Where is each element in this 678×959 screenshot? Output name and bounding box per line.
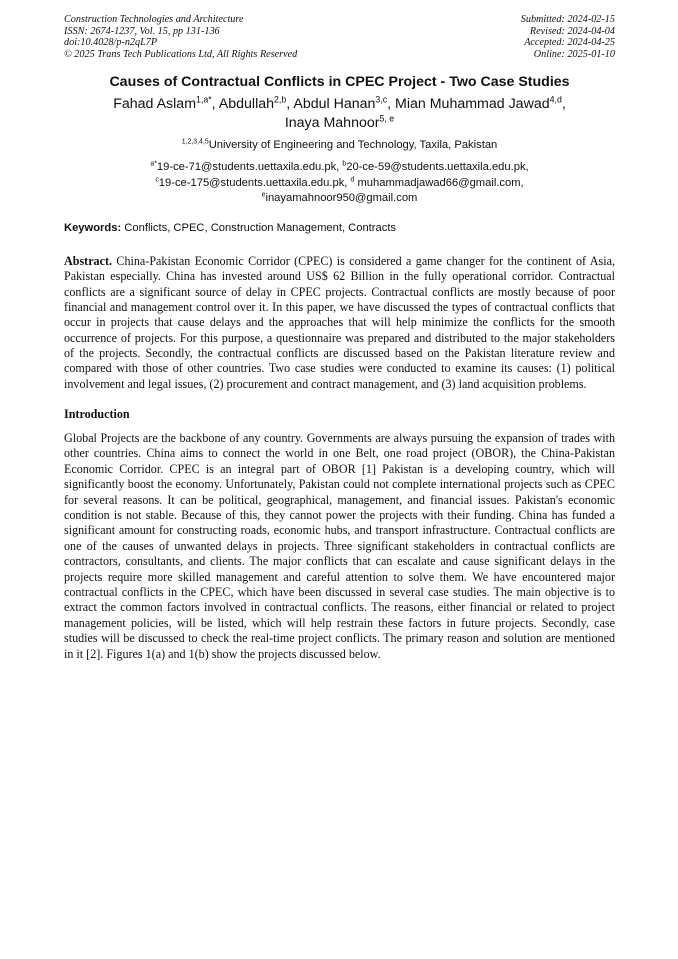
author-list (64, 95, 615, 133)
introduction-text: Global Projects are the backbone of any country. Governments are always pursuing the expansion of trades with other countries. China aims to connect the world in one Belt, one road project (OBOR), the China-Pakistan Economic Corridor. CPEC is an integral part of OBOR [1] (64, 430, 615, 476)
abstract-label: Abstract. (64, 253, 113, 268)
email-address: 20-ce-59@students.uettaxila.edu.pk, (346, 161, 529, 174)
journal-name: Construction Technologies and Architecture (64, 14, 244, 25)
paper-title: Causes of Contractual Conflicts in CPEC Project - Two Case Studies (109, 74, 570, 91)
keywords-text: Conflicts, CPEC, Construction Management, Contracts (121, 221, 397, 234)
affiliation-text: University of Engineering and Technology, Taxila, Pakistan (208, 139, 498, 152)
keywords-label: Keywords: (64, 221, 122, 234)
author-affiliation-marker: 4,d (549, 94, 562, 105)
introduction-paragraph (64, 431, 615, 662)
abstract-text: China-Pakistan Economic Corridor (CPEC) is considered a game changer for the continent of Asia, Pakistan especially. China has invested around US$ 62 Billion in the fully operational corridor. Contractual conflicts are a significant source of delay in CPEC projects. Contractual conflicts are mostly because of poor financial and management control over it. In this paper, we have discussed the types of contractual conflicts that occur in projects that cause delays and the approaches that will help minimize the conflicts for the smooth occurrence of projects. For this purpose, a questionnaire was prepared and distributed to the major stakeholders of the projects. Secondly, the contractual conflicts are discussed based on the Pakistan literature review and compared with those of other countries. Two case studies were conducted to examine its causes: (1) political involvement and legal issues, (2) procurement and contract management, and (3) land acquisition problems. (64, 253, 615, 391)
email-address: inayamahnoor950@gmail.com (265, 192, 418, 205)
doi: doi:10.4028/p-n2qL7P (64, 37, 158, 49)
affiliation (64, 139, 615, 151)
email-marker: a* (150, 160, 157, 168)
email-marker: e (261, 191, 266, 199)
author-separator: , (286, 96, 294, 113)
email-address: muhammadjawad66@gmail.com, (354, 176, 524, 189)
publication-info (64, 14, 297, 60)
affiliation-marker: 1,2,3,4,5 (181, 138, 209, 146)
submitted-date: Submitted: 2024-02-15 (520, 14, 615, 25)
author-name: Inaya Mahnoor (284, 115, 380, 132)
online-date: Online: 2025-01-10 (533, 48, 615, 60)
author-affiliation-marker: 2,b (274, 94, 287, 105)
introduction-text: Pakistan is a developing country, which will significantly boost the economy. Unfortunately, Pakistan could not complete international projects such as CPEC for several reasons. It can be political, geographical, management, and financial issues. Pakistan's economic condition is not stable. Because of this, they cannot power the projects with their funding. China has funded a significant amount for constructing roads, economic hubs, and transport infrastructure. Contractual conflicts are one of the causes of unwanted delays in projects. Three significant stakeholders in contractual conflicts are contractors, consultants, and clients. The major conflicts that can escalate and cause significant delays in the projects require more skilled management and careful attention to solve them. We have encountered major contractual conflicts in the CPEC, which have been discussed in several case studies. The main objective is to extract the common factors involved in contractual conflicts. The reasons, either financial or related to project management policies, will be listed, which will help restrain these factors in future projects. Secondly, case studies will be discussed to check the real-time project conflicts. The primary reason and solution are mentioned in it [2]. Figures 1(a) and 1(b) show the projects discussed below. (64, 461, 615, 661)
publication-dates (521, 14, 615, 60)
author-name: Abdul Hanan (293, 96, 376, 113)
author-emails (64, 160, 615, 207)
copyright: © 2025 Trans Tech Publications Ltd, All Rights Reserved (64, 48, 298, 60)
accepted-date: Accepted: 2024-04-25 (524, 37, 615, 49)
abstract (64, 254, 615, 392)
email-marker: c (155, 176, 159, 184)
email-address: 19-ce-175@students.uettaxila.edu.pk, (158, 176, 351, 189)
keywords (64, 222, 615, 234)
author-affiliation-marker: 5, e (379, 113, 395, 124)
author-separator: , (387, 96, 396, 113)
author-name: Abdullah (218, 96, 275, 113)
author-name: Fahad Aslam (113, 96, 197, 113)
issn: ISSN: 2674-1237, Vol. 15, pp 131-136 (64, 25, 220, 37)
email-marker: b (342, 160, 347, 168)
author-name: Mian Muhammad Jawad (395, 96, 550, 113)
header-metadata (64, 14, 615, 60)
author-affiliation-marker: 1,a* (196, 94, 212, 105)
email-marker: d (350, 176, 355, 184)
email-address: 19-ce-71@students.uettaxila.edu.pk, (156, 161, 343, 174)
revised-date: Revised: 2024-04-04 (529, 25, 615, 37)
author-separator: , (561, 96, 566, 113)
section-heading-introduction: Introduction (64, 406, 130, 421)
author-affiliation-marker: 3,c (375, 94, 388, 105)
author-separator: , (211, 96, 219, 113)
paper-page (64, 14, 615, 662)
